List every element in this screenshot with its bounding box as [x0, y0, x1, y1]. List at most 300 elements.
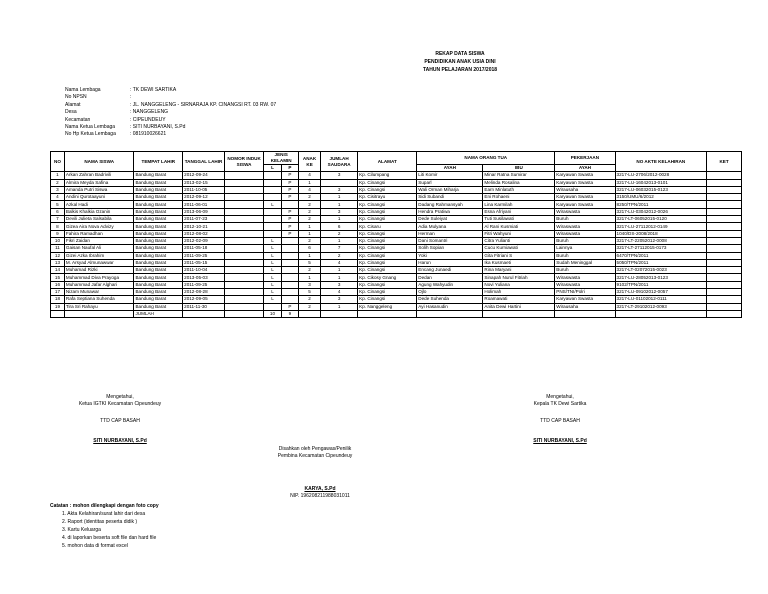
cell-empty	[707, 303, 742, 310]
cell-l: L	[264, 281, 281, 288]
table-row	[51, 194, 742, 201]
cell-anak: 2	[299, 303, 321, 310]
cell-nama: Arkan Zahran Badrivili	[64, 172, 134, 179]
cell-alamat: Kp. Cinangsi	[358, 267, 417, 274]
cell-ayah: Dani Somantri	[417, 237, 483, 244]
cell-ayah: Agung Wahyudin	[417, 281, 483, 288]
cell-alamat: Kp. Cinangsi	[358, 216, 417, 223]
cell-tempat: Bandung Barat	[134, 259, 183, 266]
cell-empty	[707, 201, 742, 208]
cell-p	[281, 259, 298, 266]
cell-akte: 3217-LU-16042013-0101	[615, 179, 707, 186]
cell-l	[264, 172, 281, 179]
sign-mid-nip: NIP. 196208211988031011	[290, 493, 350, 499]
col-saudara: JUMLAH SAUDARA	[321, 152, 358, 172]
cell-p	[281, 296, 298, 303]
cell-tempat: Bandung Barat	[134, 245, 183, 252]
cell-no: 1	[51, 172, 65, 179]
table-row	[51, 252, 742, 259]
col-pekerjaan: PEKERJAAN	[555, 152, 615, 165]
cell-empty	[707, 172, 742, 179]
cell-l: L	[264, 296, 281, 303]
cell-nama: Muhammad Diva Prayoga	[64, 274, 134, 281]
cell-no: 4	[51, 194, 65, 201]
cell-l	[264, 194, 281, 201]
info-row	[65, 117, 276, 124]
cell-p: P	[281, 303, 298, 310]
cell-akte: 3217-LU-27112012-0149	[615, 223, 707, 230]
cell-ayah: Adia Mulyana	[417, 223, 483, 230]
table-row	[51, 179, 742, 186]
cell-ibu: Esna Afriyani	[483, 208, 555, 215]
cell-kerja: Karyawan Swasta	[555, 201, 615, 208]
cell-nama: Balkis Khalkia Ozanin	[64, 208, 134, 215]
notes-item: 5. mohon data di format excel	[62, 543, 128, 549]
sign-left-name: SITI NURBAYANI, S.Pd	[93, 438, 147, 444]
cell-tgl: 2011-09-25	[183, 281, 225, 288]
cell-empty	[707, 208, 742, 215]
cell-l: L	[264, 289, 281, 296]
cell-sdr: 3	[321, 281, 358, 288]
cell-nama: M. Arsyad Almunawwar	[64, 259, 134, 266]
info-row	[65, 94, 276, 101]
cell-kerja: Karyawan Swasta	[555, 172, 615, 179]
cell-p	[281, 267, 298, 274]
table-row	[51, 281, 742, 288]
info-value: : 081910026621	[130, 131, 167, 138]
cell-ayah: Dedan	[417, 274, 483, 281]
cell-tempat: Bandung Barat	[134, 230, 183, 237]
cell-p: P	[281, 179, 298, 186]
cell-kerja: Sudah Meninggal	[555, 259, 615, 266]
cell-sdr: 7	[321, 245, 358, 252]
notes	[50, 502, 159, 550]
cell-no: 8	[51, 223, 65, 230]
cell-no: 18	[51, 296, 65, 303]
cell-ayah: Harun	[417, 259, 483, 266]
cell-sdr: 2	[321, 252, 358, 259]
info-label: Alamat	[65, 101, 81, 108]
notes-title: Catatan : mohon dilengkapi dengan foto copy	[50, 503, 159, 509]
total-cell	[483, 310, 555, 317]
cell-no: 14	[51, 267, 65, 274]
cell-tempat: Bandung Barat	[134, 201, 183, 208]
cell-p	[281, 281, 298, 288]
info-row	[65, 109, 276, 116]
col-ket: KET	[707, 152, 742, 172]
cell-tgl: 2012-08-28	[183, 289, 225, 296]
sign-right-stamp: TTD CAP BASAH	[540, 418, 580, 424]
cell-anak: 4	[299, 172, 321, 179]
cell-tempat: Bandung Barat	[134, 303, 183, 310]
total-cell	[64, 310, 134, 317]
cell-nama: Devili Julieta Salsabila	[64, 216, 134, 223]
cell-p	[281, 201, 298, 208]
info-label: No Hp Ketua Lembaga	[65, 131, 116, 138]
cell-ibu: Roamawati	[483, 296, 555, 303]
cell-anak: 4	[299, 186, 321, 193]
cell-l	[264, 186, 281, 193]
total-cell	[299, 310, 321, 317]
cell-empty	[224, 252, 263, 259]
cell-tgl: 2011-06-01	[183, 201, 225, 208]
cell-no: 10	[51, 237, 65, 244]
cell-akte: 5050/TPN/2011	[615, 259, 707, 266]
info-value: : SITI NURBAYANI, S.Pd	[130, 124, 186, 131]
cell-tgl: 2011-09-25	[183, 252, 225, 259]
cell-ibu: Holimah	[483, 289, 555, 296]
table-row	[51, 259, 742, 266]
cell-ayah: Dadang Rahmansyah	[417, 201, 483, 208]
cell-p	[281, 237, 298, 244]
cell-empty	[707, 252, 742, 259]
cell-no: 15	[51, 274, 65, 281]
cell-akte: 8250/TPN/2011	[615, 201, 707, 208]
cell-sdr	[321, 179, 358, 186]
cell-ibu: Anita Dewi Hartini	[483, 303, 555, 310]
cell-l	[264, 208, 281, 215]
cell-no: 3	[51, 186, 65, 193]
cell-ibu: Novi Yuliana	[483, 281, 555, 288]
cell-ayah: Hendra Pratiwa	[417, 208, 483, 215]
cell-ibu: Tuti Susilawati	[483, 216, 555, 223]
cell-akte: 3217-LT-29102012-0093	[615, 303, 707, 310]
total-row	[51, 310, 742, 317]
cell-tgl: 2012-08-02	[183, 230, 225, 237]
cell-alamat: Kp. Cinangsi	[358, 179, 417, 186]
cell-alamat: Kp. Cinangsi	[358, 186, 417, 193]
cell-anak: 1	[299, 223, 321, 230]
cell-p	[281, 245, 298, 252]
sign-mid-name: KARYA, S.Pd	[304, 486, 336, 492]
cell-no: 5	[51, 201, 65, 208]
cell-akte: 3217-LU-2706/2012-0028	[615, 172, 707, 179]
cell-l: L	[264, 259, 281, 266]
table-row	[51, 208, 742, 215]
cell-empty	[707, 194, 742, 201]
cell-kerja: Wirausaha	[555, 186, 615, 193]
cell-no: 16	[51, 281, 65, 288]
cell-anak: 1	[299, 274, 321, 281]
cell-alamat: Kp. Cinangsi	[358, 296, 417, 303]
cell-empty	[224, 201, 263, 208]
info-row	[65, 131, 276, 138]
cell-ibu: Fitri Wahyuni	[483, 230, 555, 237]
cell-anak: 1	[299, 179, 321, 186]
student-table	[50, 151, 742, 318]
total-cell	[51, 310, 65, 317]
cell-alamat: Kp. Cilumpang	[358, 172, 417, 179]
cell-l	[264, 230, 281, 237]
cell-tempat: Bandung Barat	[134, 223, 183, 230]
col-ibu: IBU	[483, 165, 555, 172]
cell-anak: 2	[299, 296, 321, 303]
notes-item: 2. Raport (identitas peserta didik )	[62, 519, 138, 525]
cell-kerja: Wiraswasta	[555, 208, 615, 215]
col-anak: ANAK KE	[299, 152, 321, 172]
cell-ayah: Herman	[417, 230, 483, 237]
cell-l	[264, 179, 281, 186]
cell-l: L	[264, 201, 281, 208]
col-ortu: NAMA ORANG TUA	[417, 152, 555, 165]
cell-kerja: Wiraswasta	[555, 281, 615, 288]
cell-alamat: Kp. Cinangsi	[358, 259, 417, 266]
cell-alamat: Kp. Cinangsi	[358, 201, 417, 208]
info-label: Desa	[65, 109, 77, 116]
cell-alamat: Kp. Cinangsi	[358, 245, 417, 252]
cell-akte: 3217-LT-06052015-0120	[615, 216, 707, 223]
cell-empty	[224, 303, 263, 310]
notes-item: 3. Kartu Keluarga	[62, 527, 101, 533]
cell-ibu: Sinapah Nurul Fitriah	[483, 274, 555, 281]
notes-item: 4. di laporkan beserta soft file dan hard file	[62, 535, 157, 541]
cell-empty	[707, 289, 742, 296]
table-row	[51, 230, 742, 237]
cell-tgl: 2011-10-04	[183, 267, 225, 274]
cell-kerja: Karyawan Swasta	[555, 194, 615, 201]
cell-alamat: Kp. Cikosy Gnang	[358, 274, 417, 281]
sign-left	[60, 394, 180, 445]
cell-sdr: 1	[321, 267, 358, 274]
cell-sdr: 1	[321, 274, 358, 281]
cell-tgl: 2011-10-05	[183, 186, 225, 193]
total-cell	[183, 310, 225, 317]
col-no: NO	[51, 152, 65, 172]
report-title-line2: PENDIDIKAN ANAK USIA DINI	[424, 59, 496, 65]
cell-tgl: 2011-05-15	[183, 259, 225, 266]
cell-alamat: Kp. Cinangsi	[358, 230, 417, 237]
cell-ibu: Earn Minlatuth	[483, 186, 555, 193]
col-ayah: AYAH	[417, 165, 483, 172]
cell-akte: 3150/UMU/6/2012	[615, 194, 707, 201]
info-value: : TK DEWI SARTIKA	[130, 87, 177, 93]
cell-nama: Tira Sri Rahayu	[64, 303, 134, 310]
cell-tempat: Bandung Barat	[134, 237, 183, 244]
cell-kerja: Lainnya	[555, 245, 615, 252]
cell-anak: 6	[299, 245, 321, 252]
cell-akte: 3217-LU-09102012-0057	[615, 289, 707, 296]
cell-no: 13	[51, 259, 65, 266]
cell-kerja: Buruh	[555, 216, 615, 223]
cell-tempat: Bandung Barat	[134, 267, 183, 274]
cell-ibu: Cucu Kurniawati	[483, 245, 555, 252]
info-row	[65, 124, 276, 131]
cell-alamat: Kp. Cinangsi	[358, 252, 417, 259]
cell-p	[281, 274, 298, 281]
cell-alamat: Kp. Cinangsi	[358, 237, 417, 244]
info-label: Nama Lembaga	[65, 87, 101, 93]
cell-anak: 2	[299, 237, 321, 244]
cell-empty	[707, 223, 742, 230]
cell-tgl: 2011-05-18	[183, 245, 225, 252]
cell-anak: 3	[299, 281, 321, 288]
cell-kerja: Karyawan Swasta	[555, 296, 615, 303]
cell-alamat: Kp. Cinangsi	[358, 208, 417, 215]
info-value: : NANGGELENG	[130, 109, 169, 116]
total-cell: JUMLAH	[134, 310, 183, 317]
info-row	[65, 87, 276, 94]
cell-ayah: Yoki	[417, 252, 483, 259]
cell-ibu: Citra Yulianti	[483, 237, 555, 244]
col-tempat: TEMPAT LAHIR	[134, 152, 183, 172]
cell-akte: 9102/TPN/2011	[615, 281, 707, 288]
cell-tempat: Bandung Barat	[134, 208, 183, 215]
cell-anak: 2	[299, 194, 321, 201]
cell-no: 7	[51, 216, 65, 223]
cell-nama: Gizea Aira Nova Advizy	[64, 223, 134, 230]
col-alamat: ALAMAT	[358, 152, 417, 172]
info-value: : JL. NANGGELENG - SIRNARAJA KP. CINANGSI RT. 03 RW. 07	[130, 101, 277, 108]
sign-left-title: Ketua IGTKI Kecamatan Cipeundeuy	[78, 401, 162, 407]
cell-alamat: Kp. Cisitrayu	[358, 194, 417, 201]
cell-empty	[707, 216, 742, 223]
cell-empty	[707, 245, 742, 252]
cell-sdr: 3	[321, 186, 358, 193]
cell-ibu: Eni Rohaeni	[483, 194, 555, 201]
cell-tgl: 2013-05-03	[183, 274, 225, 281]
sign-left-stamp: TTD CAP BASAH	[100, 418, 140, 424]
cell-empty	[224, 267, 263, 274]
cell-kerja: Wirausaha	[555, 303, 615, 310]
cell-tgl: 2013-06-09	[183, 208, 225, 215]
cell-akte: 3217-LT-27112015-0173	[615, 245, 707, 252]
table-row	[51, 274, 742, 281]
notes-item: 1. Akta Kelahiran/surat lahir dari desa	[62, 511, 146, 517]
cell-akte: 3217-LT-22052012-0008	[615, 237, 707, 244]
cell-empty	[224, 281, 263, 288]
cell-nama: Fikri Zaidan	[64, 237, 134, 244]
cell-sdr: 4	[321, 289, 358, 296]
table-row	[51, 201, 742, 208]
total-cell	[615, 310, 707, 317]
cell-ibu: Minar Ratna Sumirar	[483, 172, 555, 179]
report-title-line3: TAHUN PELAJARAN 2017/2018	[422, 67, 498, 73]
cell-tempat: Bandung Barat	[134, 252, 183, 259]
cell-no: 11	[51, 245, 65, 252]
cell-empty	[224, 179, 263, 186]
sign-pengawas	[250, 486, 390, 500]
cell-sdr: 1	[321, 216, 358, 223]
cell-l: L	[264, 252, 281, 259]
cell-no: 6	[51, 208, 65, 215]
total-cell	[224, 310, 263, 317]
info-label: Kecamatan	[65, 116, 91, 123]
cell-akte: 3217-LU-06032015-0123	[615, 186, 707, 193]
cell-sdr: 6	[321, 223, 358, 230]
cell-akte: 6470/TPN/2011	[615, 252, 707, 259]
cell-kerja: Buruh	[555, 267, 615, 274]
cell-l	[264, 223, 281, 230]
cell-tgl: 2012-09-24	[183, 172, 225, 179]
sign-right-known: Mengetahui,	[546, 394, 574, 400]
cell-ayah: Wali Orman Miharja	[417, 186, 483, 193]
cell-empty	[224, 289, 263, 296]
cell-akte: 1040/DS-2008/2018	[615, 230, 707, 237]
cell-ayah: Dede Suhenda	[417, 296, 483, 303]
institution-info	[65, 87, 276, 139]
cell-l: L	[264, 267, 281, 274]
cell-ibu: Al Rani Kusmiati	[483, 223, 555, 230]
cell-empty	[224, 230, 263, 237]
total-cell	[321, 310, 358, 317]
cell-sdr: 1	[321, 303, 358, 310]
cell-ayah: Dede Suleiyat	[417, 216, 483, 223]
cell-p: P	[281, 208, 298, 215]
cell-empty	[224, 216, 263, 223]
table-row	[51, 289, 742, 296]
cell-ayah: Sidi Subandi	[417, 194, 483, 201]
cell-ibu: Lina Karmilah	[483, 201, 555, 208]
info-value: :	[130, 94, 132, 101]
cell-empty	[224, 172, 263, 179]
cell-ibu: Melinda Rosalina	[483, 179, 555, 186]
cell-p: P	[281, 172, 298, 179]
table-row	[51, 223, 742, 230]
cell-p: P	[281, 186, 298, 193]
cell-empty	[224, 259, 263, 266]
cell-empty	[224, 223, 263, 230]
cell-l	[264, 216, 281, 223]
info-value: : CIPEUNDEUY	[130, 116, 166, 123]
cell-anak: 1	[299, 230, 321, 237]
cell-kerja: Wiraswasta	[555, 230, 615, 237]
cell-anak: 1	[299, 252, 321, 259]
col-nomor: NOMOR INDUK SISWA	[224, 152, 263, 172]
cell-anak: 2	[299, 216, 321, 223]
sign-right-title: Kepala TK Dewi Sartika	[533, 401, 587, 407]
cell-sdr: 2	[321, 230, 358, 237]
table-row	[51, 186, 742, 193]
sign-middle	[240, 446, 390, 460]
cell-l: L	[264, 274, 281, 281]
cell-tempat: Bandung Barat	[134, 179, 183, 186]
cell-tgl: 2013-02-15	[183, 179, 225, 186]
cell-anak: 2	[299, 267, 321, 274]
cell-kerja: Wiraswasta	[555, 274, 615, 281]
cell-l: L	[264, 237, 281, 244]
cell-l	[264, 303, 281, 310]
sign-left-known: Mengetahui,	[106, 394, 134, 400]
cell-empty	[224, 237, 263, 244]
cell-nama: Nizam Munawar	[64, 289, 134, 296]
cell-kerja: Karyawan Swasta	[555, 179, 615, 186]
cell-no: 2	[51, 179, 65, 186]
cell-sdr: 1	[321, 237, 358, 244]
cell-no: 17	[51, 289, 65, 296]
cell-alamat: Kp. Nanggeleng	[358, 303, 417, 310]
sign-mid-line1: Disahkan oleh Pengawas/Penilik	[278, 446, 352, 452]
cell-empty	[224, 208, 263, 215]
cell-ibu: Gita Fitriani S	[483, 252, 555, 259]
cell-kerja: Buruh	[555, 237, 615, 244]
cell-anak: 2	[299, 208, 321, 215]
cell-no: 9	[51, 230, 65, 237]
cell-tgl: 2012-02-09	[183, 237, 225, 244]
cell-empty	[707, 274, 742, 281]
cell-ayah: Liti Komir	[417, 172, 483, 179]
col-ayah-kerja: AYAH	[555, 165, 615, 172]
cell-empty	[707, 296, 742, 303]
cell-empty	[224, 296, 263, 303]
table-row	[51, 237, 742, 244]
total-cell	[555, 310, 615, 317]
info-label: Nama Ketua Lembaga	[65, 124, 116, 131]
cell-nama: Gizei Azka Ibrahim	[64, 252, 134, 259]
sign-right	[500, 394, 620, 445]
cell-sdr: 4	[321, 259, 358, 266]
cell-ayah: Ojlo	[417, 289, 483, 296]
cell-sdr: 3	[321, 208, 358, 215]
